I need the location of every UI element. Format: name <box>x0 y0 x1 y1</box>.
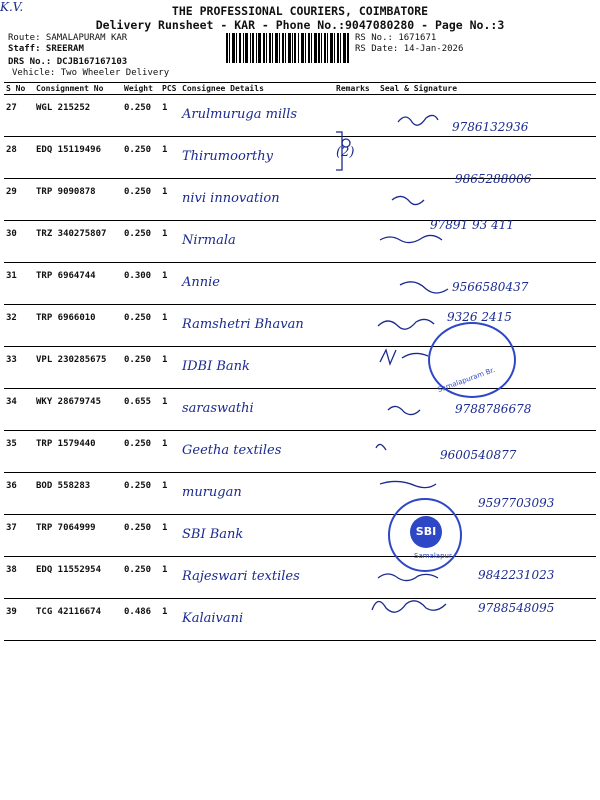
cell-consignment-no <box>34 557 122 599</box>
company-title: THE PROFESSIONAL COURIERS, COIMBATORE <box>171 4 429 18</box>
rs-no-label: RS No.: 1671671 <box>355 33 437 43</box>
barcode <box>226 33 350 63</box>
cell-consignee-text: Arulmuruga mills <box>182 107 298 122</box>
cell-sno-text: 34 <box>6 397 17 407</box>
cell-consignment-no <box>34 515 122 557</box>
cell-consignment-no <box>34 473 122 515</box>
cell-consignment-no-text: TRZ 340275807 <box>36 229 107 239</box>
cell-weight <box>122 473 160 515</box>
cell-remarks <box>334 137 378 179</box>
col-seal-signature: Seal & Signature <box>378 83 596 95</box>
cell-consignment-no-text: WGL 215252 <box>36 103 91 113</box>
col-pcs: PCS <box>160 83 180 95</box>
cell-weight-text: 0.300 <box>124 271 152 281</box>
cell-consignee-text: Nirmala <box>182 233 236 248</box>
rs-date-label: RS Date: 14-Jan-2026 <box>355 44 464 54</box>
cell-consignee <box>180 557 334 599</box>
staff-label: Staff: SREERAM <box>8 44 84 54</box>
cell-remarks <box>334 305 378 347</box>
cell-pcs <box>160 137 180 179</box>
cell-weight-text: 0.486 <box>124 607 152 617</box>
cell-sno-text: 28 <box>6 145 17 155</box>
cell-pcs <box>160 263 180 305</box>
cell-consignment-no-text: TRP 6964744 <box>36 271 96 281</box>
cell-remarks <box>334 263 378 305</box>
cell-pcs-text: 1 <box>162 145 168 155</box>
cell-weight-text: 0.250 <box>124 187 152 197</box>
cell-consignee <box>180 389 334 431</box>
cell-pcs-text: 1 <box>162 229 168 239</box>
cell-consignment-no-text: EDQ 11552954 <box>36 565 102 575</box>
handwritten-phone: K.V. <box>0 0 24 14</box>
cell-remarks <box>334 557 378 599</box>
cell-consignment-no-text: TRP 6966010 <box>36 313 96 323</box>
cell-consignee <box>180 599 334 641</box>
cell-consignee-text: Annie <box>182 275 220 290</box>
sbi-logo: SBI <box>410 516 442 548</box>
cell-weight-text: 0.250 <box>124 481 152 491</box>
cell-weight-text: 0.250 <box>124 229 152 239</box>
handwritten-phone: 9597703093 <box>478 496 555 510</box>
cell-weight-text: 0.655 <box>124 397 152 407</box>
cell-pcs <box>160 179 180 221</box>
handwritten-phone: 9842231023 <box>478 568 555 582</box>
cell-pcs <box>160 599 180 641</box>
cell-sno <box>4 305 34 347</box>
cell-pcs-text: 1 <box>162 565 168 575</box>
col-remarks: Remarks <box>334 83 378 95</box>
cell-consignment-no <box>34 221 122 263</box>
cell-remarks <box>334 179 378 221</box>
cell-sno-text: 31 <box>6 271 17 281</box>
cell-weight <box>122 305 160 347</box>
cell-consignment-no <box>34 389 122 431</box>
cell-weight <box>122 221 160 263</box>
cell-sno-text: 30 <box>6 229 17 239</box>
cell-consignee-text: murugan <box>182 485 242 500</box>
col-sno: S No <box>4 83 34 95</box>
cell-sno <box>4 515 34 557</box>
cell-consignment-no <box>34 179 122 221</box>
cell-consignee <box>180 221 334 263</box>
cell-consignment-no-text: TRP 9090878 <box>36 187 96 197</box>
cell-sno-text: 35 <box>6 439 17 449</box>
cell-sno-text: 32 <box>6 313 17 323</box>
cell-consignee <box>180 305 334 347</box>
cell-weight <box>122 557 160 599</box>
cell-consignment-no-text: TCG 42116674 <box>36 607 102 617</box>
cell-pcs <box>160 473 180 515</box>
cell-sno <box>4 137 34 179</box>
cell-weight-text: 0.250 <box>124 523 152 533</box>
cell-consignee-text: Rajeswari textiles <box>182 569 300 584</box>
cell-sno <box>4 599 34 641</box>
cell-pcs-text: 1 <box>162 355 168 365</box>
cell-pcs-text: 1 <box>162 439 168 449</box>
cell-weight <box>122 389 160 431</box>
handwritten-phone: 9786132936 <box>452 120 529 134</box>
cell-sno-text: 38 <box>6 565 17 575</box>
cell-remarks <box>334 95 378 137</box>
cell-pcs <box>160 557 180 599</box>
cell-consignee-text: SBI Bank <box>182 527 244 542</box>
cell-sno <box>4 95 34 137</box>
handwritten-phone: 9600540877 <box>440 448 517 462</box>
handwritten-phone: 9566580437 <box>452 280 529 294</box>
cell-sno <box>4 389 34 431</box>
cell-pcs-text: 1 <box>162 397 168 407</box>
cell-sno-text: 39 <box>6 607 17 617</box>
cell-weight <box>122 599 160 641</box>
cell-consignee <box>180 179 334 221</box>
cell-consignment-no-text: EDQ 15119496 <box>36 145 102 155</box>
cell-consignee <box>180 263 334 305</box>
cell-weight-text: 0.250 <box>124 355 152 365</box>
cell-weight <box>122 347 160 389</box>
cell-pcs <box>160 347 180 389</box>
cell-weight-text: 0.250 <box>124 103 152 113</box>
cell-pcs <box>160 305 180 347</box>
cell-consignee <box>180 515 334 557</box>
cell-pcs <box>160 221 180 263</box>
route-label: Route: SAMALAPURAM KAR <box>8 33 128 43</box>
cell-sno-text: 37 <box>6 523 17 533</box>
cell-consignment-no <box>34 305 122 347</box>
cell-weight-text: 0.250 <box>124 439 152 449</box>
cell-weight <box>122 95 160 137</box>
table-row <box>4 515 596 557</box>
cell-weight-text: 0.250 <box>124 313 152 323</box>
cell-consignee-text: Geetha textiles <box>182 443 282 458</box>
col-weight: Weight <box>122 83 160 95</box>
cell-pcs-text: 1 <box>162 313 168 323</box>
cell-sno <box>4 431 34 473</box>
cell-consignee-text: nivi innovation <box>182 191 280 206</box>
cell-consignment-no <box>34 347 122 389</box>
cell-pcs-text: 1 <box>162 523 168 533</box>
handwritten-phone: 9788548095 <box>478 601 555 615</box>
cell-consignee-text: saraswathi <box>182 401 254 416</box>
cell-sno <box>4 179 34 221</box>
cell-sno <box>4 347 34 389</box>
cell-pcs <box>160 431 180 473</box>
cell-consignee <box>180 473 334 515</box>
cell-consignment-no <box>34 137 122 179</box>
cell-consignment-no-text: TRP 7064999 <box>36 523 96 533</box>
cell-weight <box>122 515 160 557</box>
cell-weight <box>122 263 160 305</box>
cell-remarks <box>334 515 378 557</box>
cell-remarks <box>334 599 378 641</box>
handwritten-phone: 9788786678 <box>455 402 532 416</box>
cell-sno-text: 27 <box>6 103 17 113</box>
cell-consignee-text: Ramshetri Bhavan <box>182 317 304 332</box>
cell-pcs-text: 1 <box>162 481 168 491</box>
cell-remarks <box>334 431 378 473</box>
cell-weight <box>122 431 160 473</box>
cell-sno <box>4 473 34 515</box>
cell-consignment-no-text: TRP 1579440 <box>36 439 96 449</box>
cell-consignee-text: Kalaivani <box>182 611 244 626</box>
cell-pcs-text: 1 <box>162 271 168 281</box>
samalapuram-stamp: Samalapuram Br. <box>428 322 516 398</box>
table-header-row <box>4 83 596 95</box>
vehicle-label: Vehicle: Two Wheeler Delivery <box>12 68 170 78</box>
sbi-stamp: SBI Samalapur <box>388 498 462 572</box>
cell-weight-text: 0.250 <box>124 565 152 575</box>
drs-label: DRS No.: DCJB167167103 <box>8 57 128 67</box>
cell-consignee-text: Thirumoorthy <box>182 149 273 164</box>
cell-pcs <box>160 515 180 557</box>
handwritten-phone: 97891 93 411 <box>430 218 514 232</box>
cell-consignment-no-text: BOD 558283 <box>36 481 91 491</box>
cell-pcs-text: 1 <box>162 607 168 617</box>
cell-weight <box>122 137 160 179</box>
cell-consignment-no <box>34 599 122 641</box>
col-consignment: Consignment No <box>34 83 122 95</box>
cell-sno <box>4 221 34 263</box>
cell-consignee <box>180 137 334 179</box>
cell-remarks <box>334 473 378 515</box>
cell-remarks <box>334 221 378 263</box>
cell-consignment-no-text: VPL 230285675 <box>36 355 107 365</box>
cell-consignment-no <box>34 263 122 305</box>
cell-sno-text: 33 <box>6 355 17 365</box>
cell-consignment-no-text: WKY 28679745 <box>36 397 102 407</box>
cell-pcs <box>160 389 180 431</box>
cell-consignee <box>180 95 334 137</box>
cell-sno <box>4 557 34 599</box>
cell-pcs-text: 1 <box>162 103 168 113</box>
cell-remarks <box>334 389 378 431</box>
handwritten-phone: 9865288006 <box>455 172 532 186</box>
cell-consignee-text: IDBI Bank <box>182 359 250 374</box>
cell-remarks <box>334 347 378 389</box>
cell-sno-text: 36 <box>6 481 17 491</box>
cell-consignment-no <box>34 95 122 137</box>
cell-weight <box>122 179 160 221</box>
runsheet-title: Delivery Runsheet - KAR - Phone No.:9047080280 - Page No.:3 <box>95 18 505 32</box>
cell-consignee <box>180 347 334 389</box>
cell-weight-text: 0.250 <box>124 145 152 155</box>
cell-consignment-no <box>34 431 122 473</box>
cell-pcs-text: 1 <box>162 187 168 197</box>
cell-consignee <box>180 431 334 473</box>
cell-sno-text: 29 <box>6 187 17 197</box>
cell-sno <box>4 263 34 305</box>
handwritten-phone: 9326 2415 <box>447 310 512 324</box>
cell-pcs <box>160 95 180 137</box>
cell-remarks-text: (2) <box>336 145 355 160</box>
col-consignee: Consignee Details <box>180 83 334 95</box>
